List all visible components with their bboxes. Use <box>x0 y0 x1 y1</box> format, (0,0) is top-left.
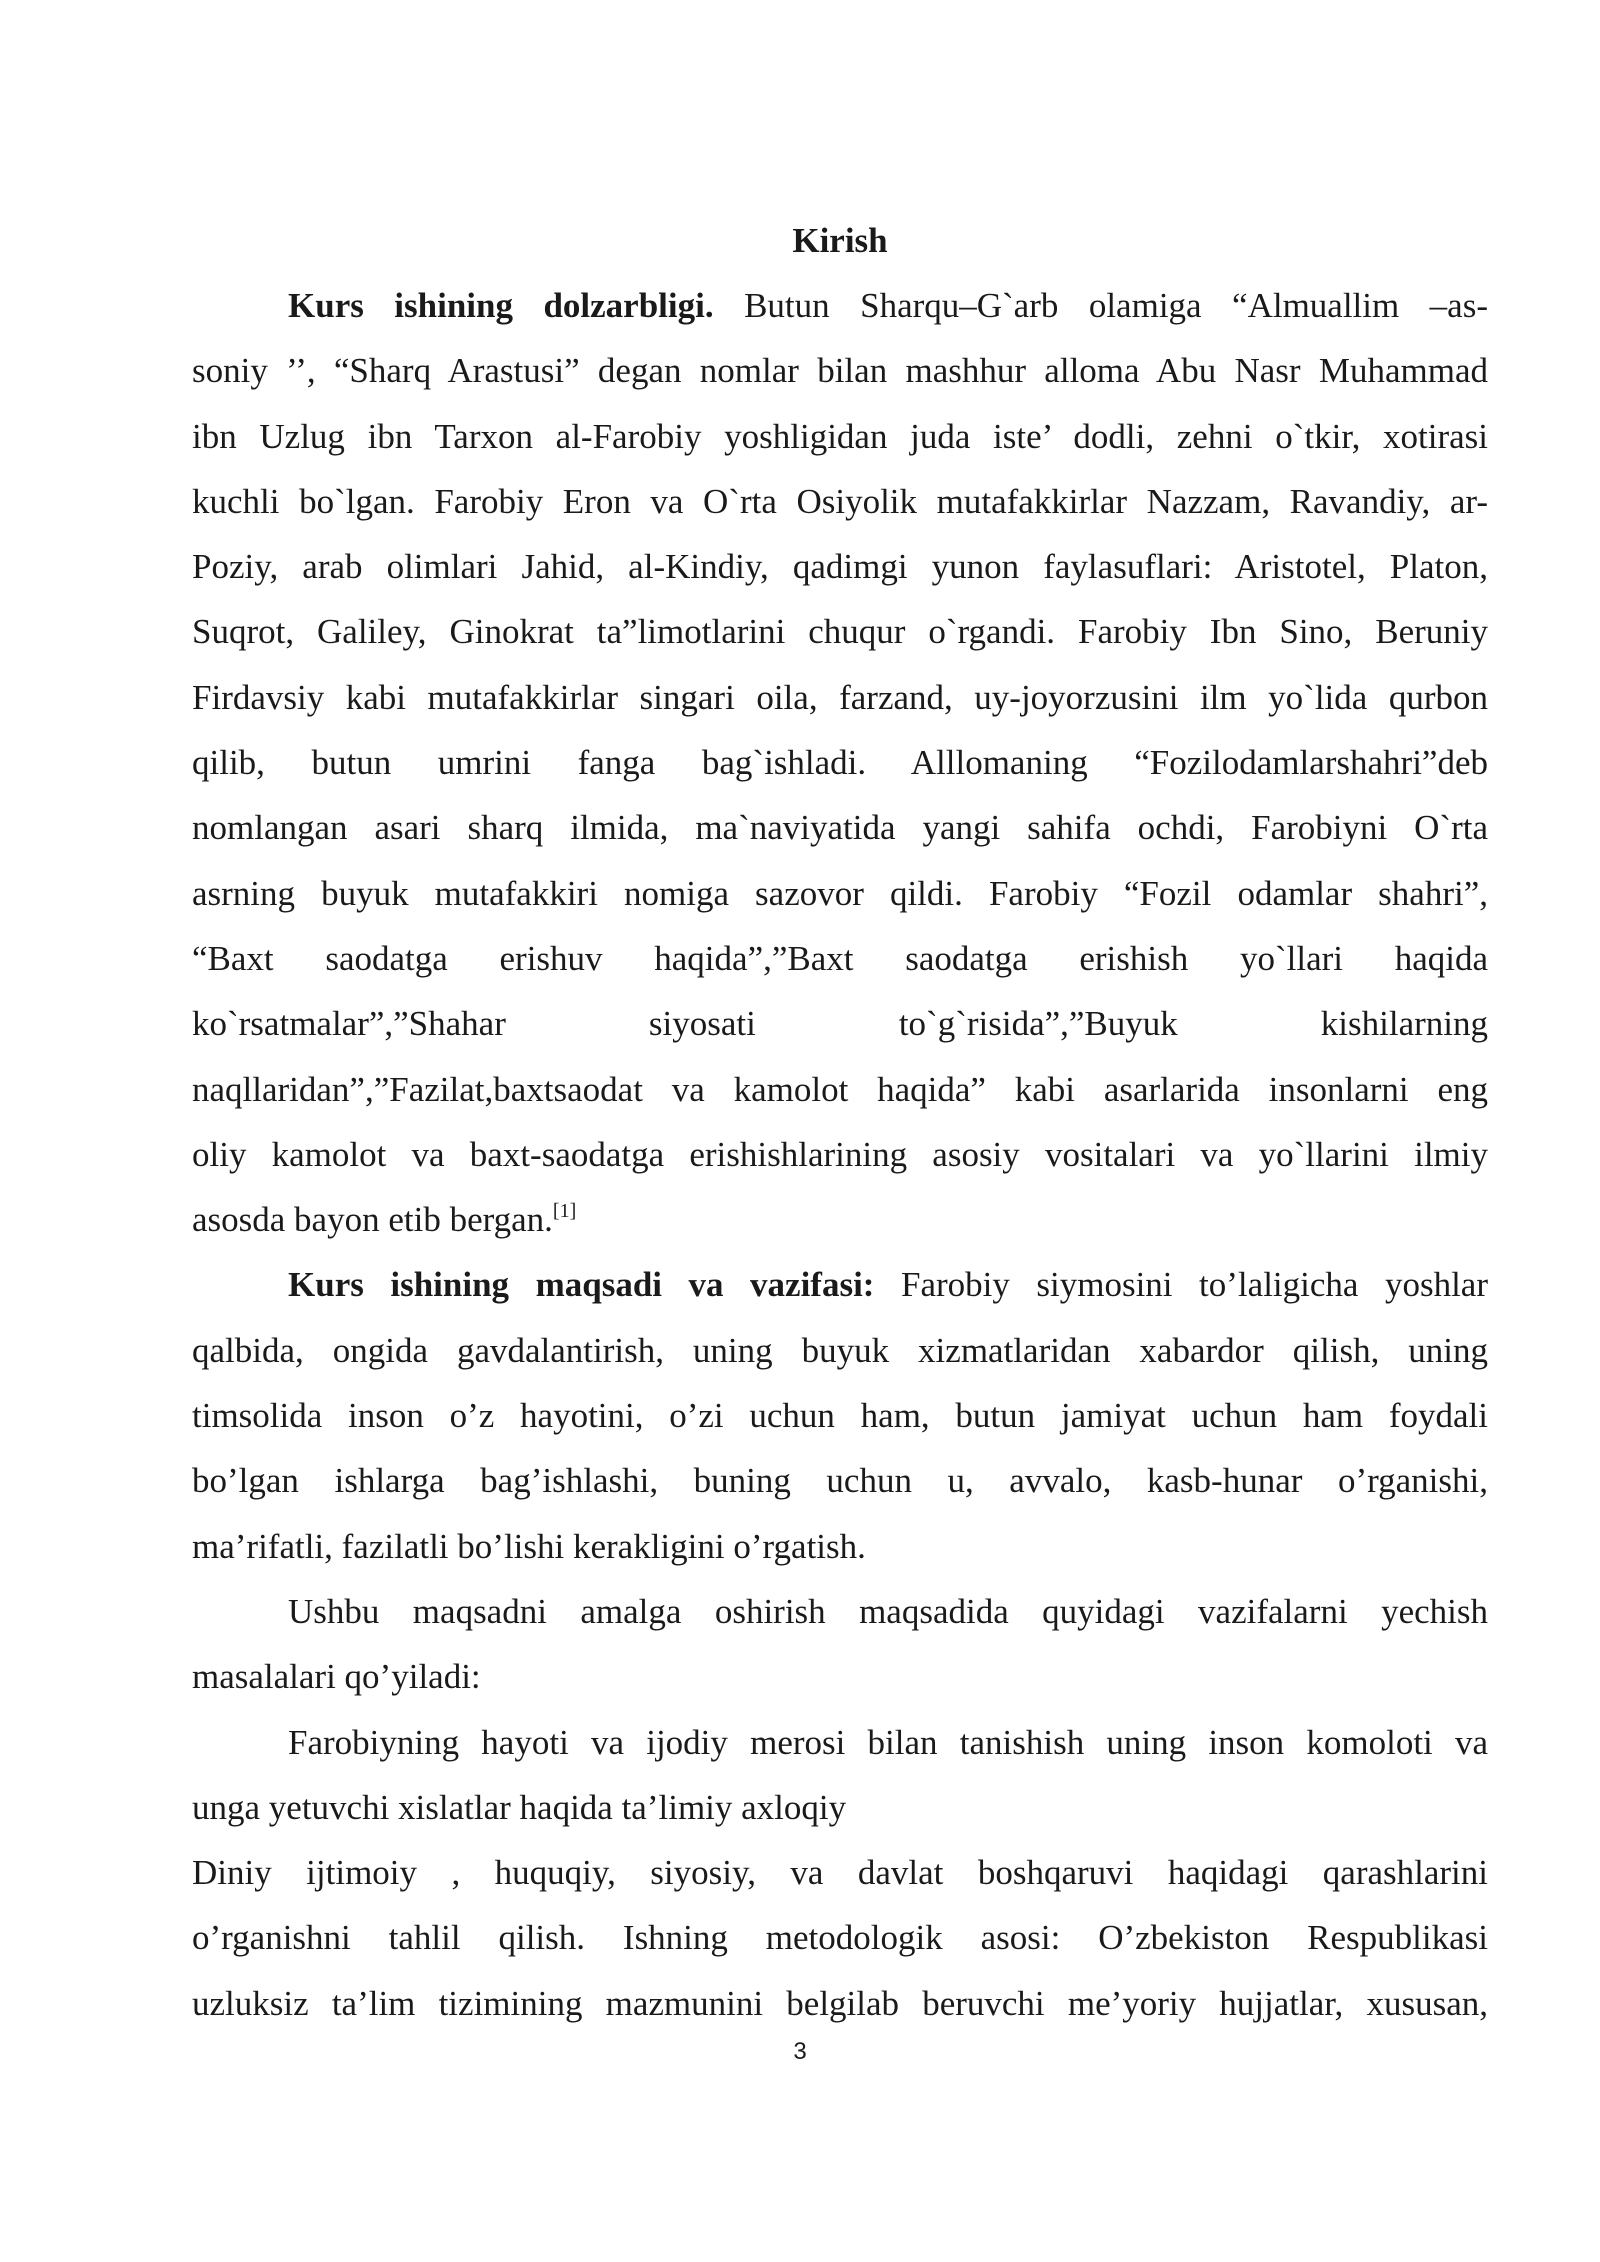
paragraph-task-one <box>192 1710 1488 1841</box>
text-line: masalalari qo’yiladi: <box>192 1657 481 1697</box>
text-line: bo’lgan ishlarga bag’ishlashi, buning uchun u, avvalo, kasb-hunar o’rganishi, <box>192 1461 1488 1501</box>
text-line-content: Farobiy siymosini to’laligicha yoshlar <box>874 1265 1488 1305</box>
text-line: qalbida, ongida gavdalantirish, uning buyuk xizmatlaridan xabardor qilish, uning <box>192 1330 1488 1370</box>
paragraph-lead-relevance: Kurs ishining dolzarbligi. <box>288 286 714 325</box>
text-line: kuchli bo`lgan. Farobiy Eron va O`rta Osiyolik mutafakkirlar Nazzam, Ravandiy, ar- <box>192 481 1488 521</box>
paragraph-tasks-intro <box>192 1579 1488 1710</box>
section-title: Kirish <box>792 221 888 260</box>
text-line: o’rganishni tahlil qilish. Ishning metodologik asosi: O’zbekiston Respublikasi <box>192 1918 1488 1958</box>
text-line: ko`rsatmalar”,”Shahar siyosati to`g`risida”,”Buyuk kishilarning <box>192 1004 1488 1044</box>
text-line: Farobiyning hayoti va ijodiy merosi bilan tanishish uning inson komoloti va <box>288 1722 1488 1762</box>
paragraph-relevance <box>192 273 1488 1252</box>
text-line: oliy kamolot va baxt-saodatga erishishlarining asosiy vositalari va yo`llarini ilmiy <box>192 1134 1488 1174</box>
text-line <box>192 273 1488 338</box>
paragraph-lead-aims: Kurs ishining maqsadi va vazifasi: <box>288 1265 875 1305</box>
page-content <box>192 208 1488 2036</box>
text-line <box>192 1252 1488 1317</box>
text-line: ibn Uzlug ibn Tarxon al-Farobiy yoshligidan juda iste’ dodli, zehni o`tkir, xotirasi <box>192 416 1488 456</box>
text-line: qilib, butun umrini fanga bag`ishladi. Alllomaning “Fozilodamlarshahri”deb <box>192 743 1488 783</box>
text-line: Firdavsiy kabi mutafakkirlar singari oila, farzand, uy-joyorzusini ilm yo`lida qurbon <box>192 677 1488 717</box>
text-line: Ushbu maqsadni amalga oshirish maqsadida quyidagi vazifalarni yechish <box>288 1591 1488 1631</box>
page-number: 3 <box>793 2038 807 2065</box>
text-line: “Baxt saodatga erishuv haqida”,”Baxt saodatga erishish yo`llari haqida <box>192 938 1488 978</box>
text-line: Diniy ijtimoiy , huquqiy, siyosiy, va davlat boshqaruvi haqidagi qarashlarini <box>192 1853 1488 1893</box>
text-line: naqllaridan”,”Fazilat,baxtsaodat va kamolot haqida” kabi asarlarida insonlarni eng <box>192 1069 1488 1109</box>
text-line: timsolida inson o’z hayotini, o’zi uchun ham, butun jamiyat uchun ham foydali <box>192 1396 1488 1436</box>
text-line-content: asosda bayon etib bergan. <box>192 1200 553 1240</box>
paragraph-aims <box>192 1252 1488 1578</box>
text-line: asrning buyuk mutafakkiri nomiga sazovor qildi. Farobiy “Fozil odamlar shahri”, <box>192 873 1488 913</box>
text-line <box>192 1187 1488 1252</box>
text-line: Suqrot, Galiley, Ginokrat ta”limotlarini chuqur o`rgandi. Farobiy Ibn Sino, Beruniy <box>192 612 1488 652</box>
paragraph-task-two <box>192 1840 1488 2036</box>
text-line: nomlangan asari sharq ilmida, ma`naviyatida yangi sahifa ochdi, Farobiyni O`rta <box>192 808 1488 848</box>
footnote-reference[interactable]: [1] <box>552 1200 577 1223</box>
text-line: ma’rifatli, fazilatli bo’lishi kerakligini o’rgatish. <box>192 1526 866 1566</box>
text-line: unga yetuvchi xislatlar haqida ta’limiy axloqiy <box>192 1787 847 1827</box>
text-line: soniy ’’, “Sharq Arastusi” degan nomlar bilan mashhur alloma Abu Nasr Muhammad <box>192 351 1488 391</box>
text-line: Poziy, arab olimlari Jahid, al-Kindiy, qadimgi yunon faylasuflari: Aristotel, Platon, <box>192 547 1488 587</box>
text-line-content: Butun Sharqu–G`arb olamiga “Almuallim –as- <box>713 286 1488 325</box>
text-line: uzluksiz ta’lim tizimining mazmunini belgilab beruvchi me’yoriy hujjatlar, xususan, <box>192 1983 1488 2023</box>
